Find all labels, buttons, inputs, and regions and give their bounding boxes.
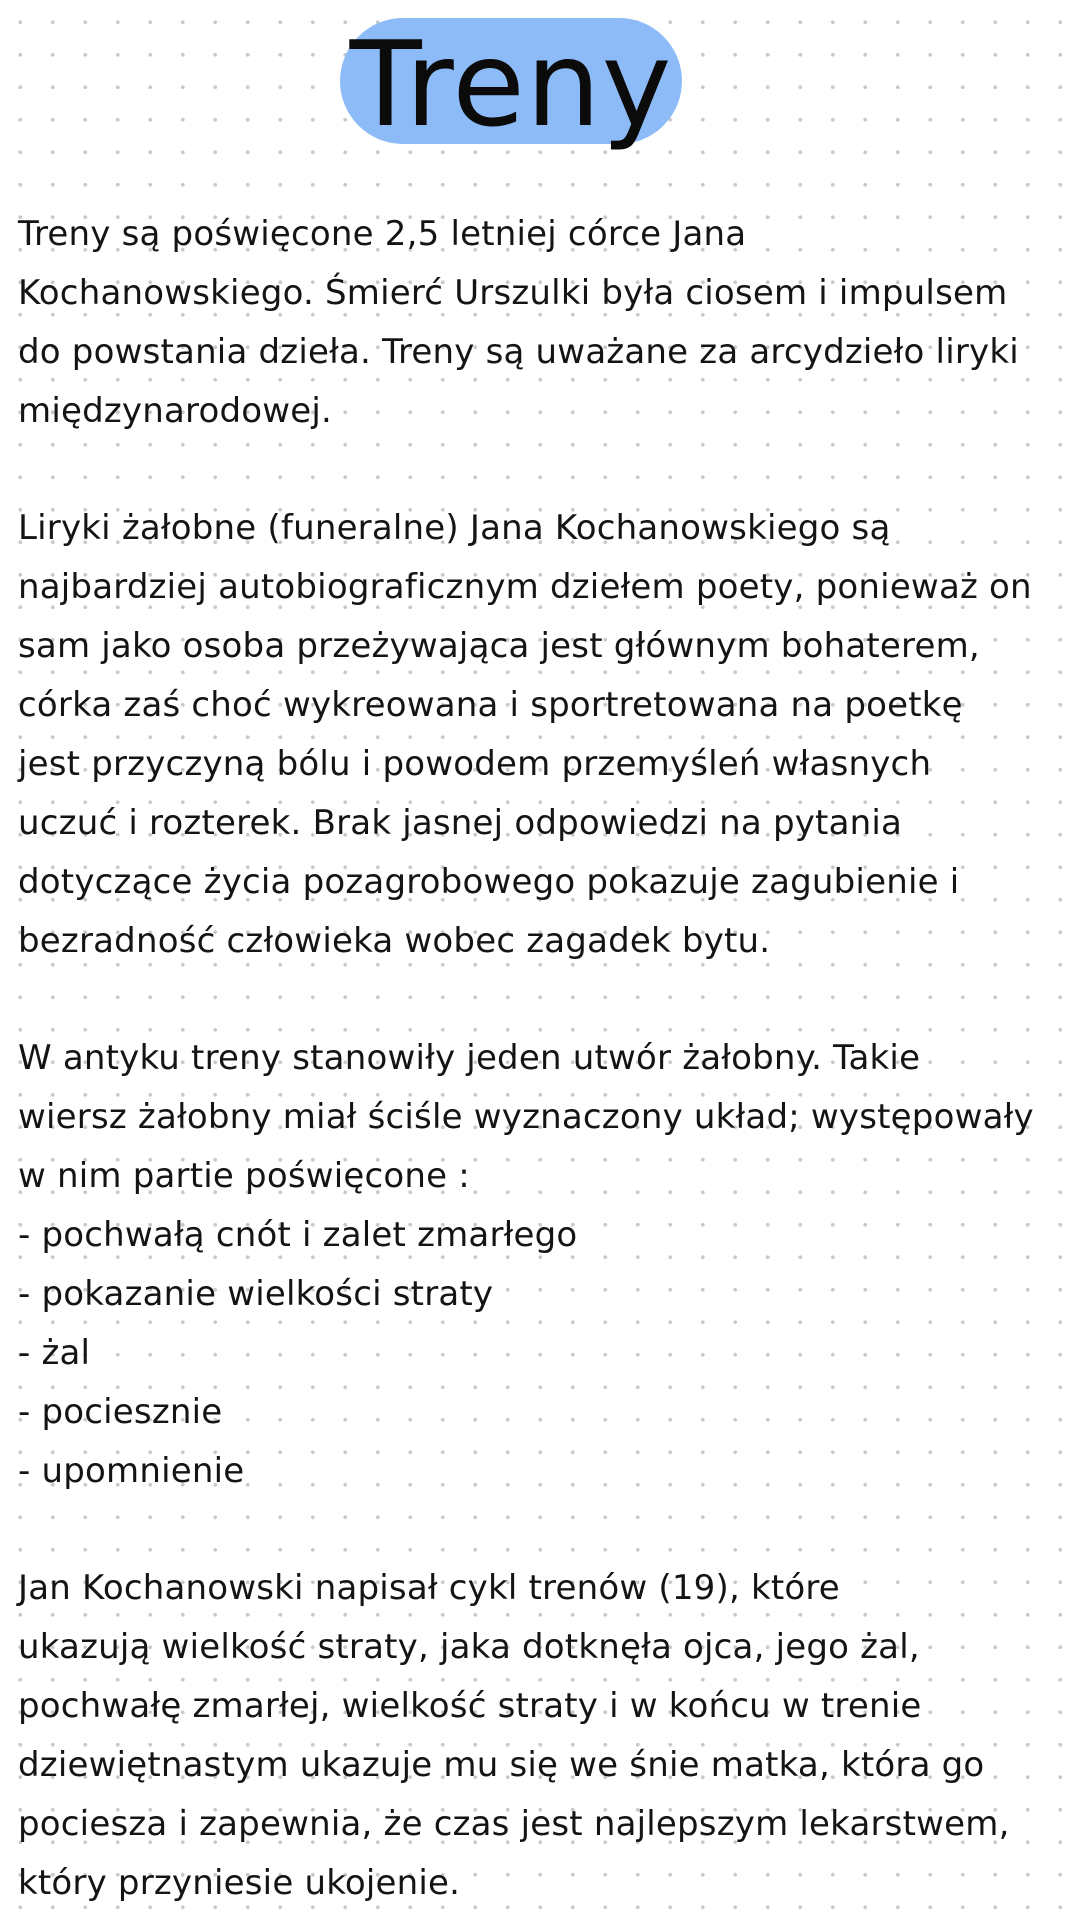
text-line: do powstania dzieła. Treny są uważane za arcydzieło liryki [18,332,1019,372]
text-line: ukazują wielkość straty, jaka dotknęła ojca, jego żal, [18,1627,920,1667]
paragraph-gap [18,1501,1058,1559]
list-item: - pociesznie [18,1392,223,1432]
text-line: dotyczące życia pozagrobowego pokazuje zagubienie i [18,862,960,902]
text-line: wiersz żałobny miał ściśle wyznaczony układ; występowały [18,1097,1034,1137]
list-item: - pokazanie wielkości straty [18,1274,494,1314]
list-item: - upomnienie [18,1451,245,1491]
paragraph-gap [18,971,1058,1029]
text-line: Jan Kochanowski napisał cykl trenów (19), które [18,1568,840,1608]
list-item: - żal [18,1333,91,1373]
list-item: - pochwałą cnót i zalet zmarłego [18,1215,578,1255]
text-line: najbardziej autobiograficznym dziełem poety, ponieważ on [18,567,1032,607]
text-line: Treny są poświęcone 2,5 letniej córce Jana [18,214,747,254]
text-line: który przyniesie ukojenie. [18,1863,461,1903]
text-line: uczuć i rozterek. Brak jasnej odpowiedzi na pytania [18,803,903,843]
note-content [18,205,1058,1913]
text-line: w nim partie poświęcone : [18,1156,470,1196]
text-line: bezradność człowieka wobec zagadek bytu. [18,921,771,961]
page-title: Treny [349,15,673,153]
paragraph-funeral-lyrics [18,499,1058,971]
text-line: pociesza i zapewnia, że czas jest najlepszym lekarstwem, [18,1804,1010,1844]
paragraph-intro [18,205,1058,441]
title-badge [340,14,682,153]
text-line: córka zaś choć wykreowana i sportretowana na poetkę [18,685,963,725]
text-line: Liryki żałobne (funeralne) Jana Kochanowskiego są [18,508,891,548]
text-line: W antyku treny stanowiły jeden utwór żałobny. Takie [18,1038,921,1078]
text-line: dziewiętnastym ukazuje mu się we śnie matka, która go [18,1745,985,1785]
text-line: międzynarodowej. [18,391,333,431]
text-line: Kochanowskiego. Śmierć Urszulki była ciosem i impulsem [18,273,1008,313]
text-line: sam jako osoba przeżywająca jest głównym bohaterem, [18,626,980,666]
paragraph-cycle [18,1559,1058,1913]
paragraph-antiquity [18,1029,1058,1501]
paragraph-gap [18,441,1058,499]
text-line: pochwałę zmarłej, wielkość straty i w końcu w trenie [18,1686,922,1726]
text-line: jest przyczyną bólu i powodem przemyśleń własnych [18,744,932,784]
